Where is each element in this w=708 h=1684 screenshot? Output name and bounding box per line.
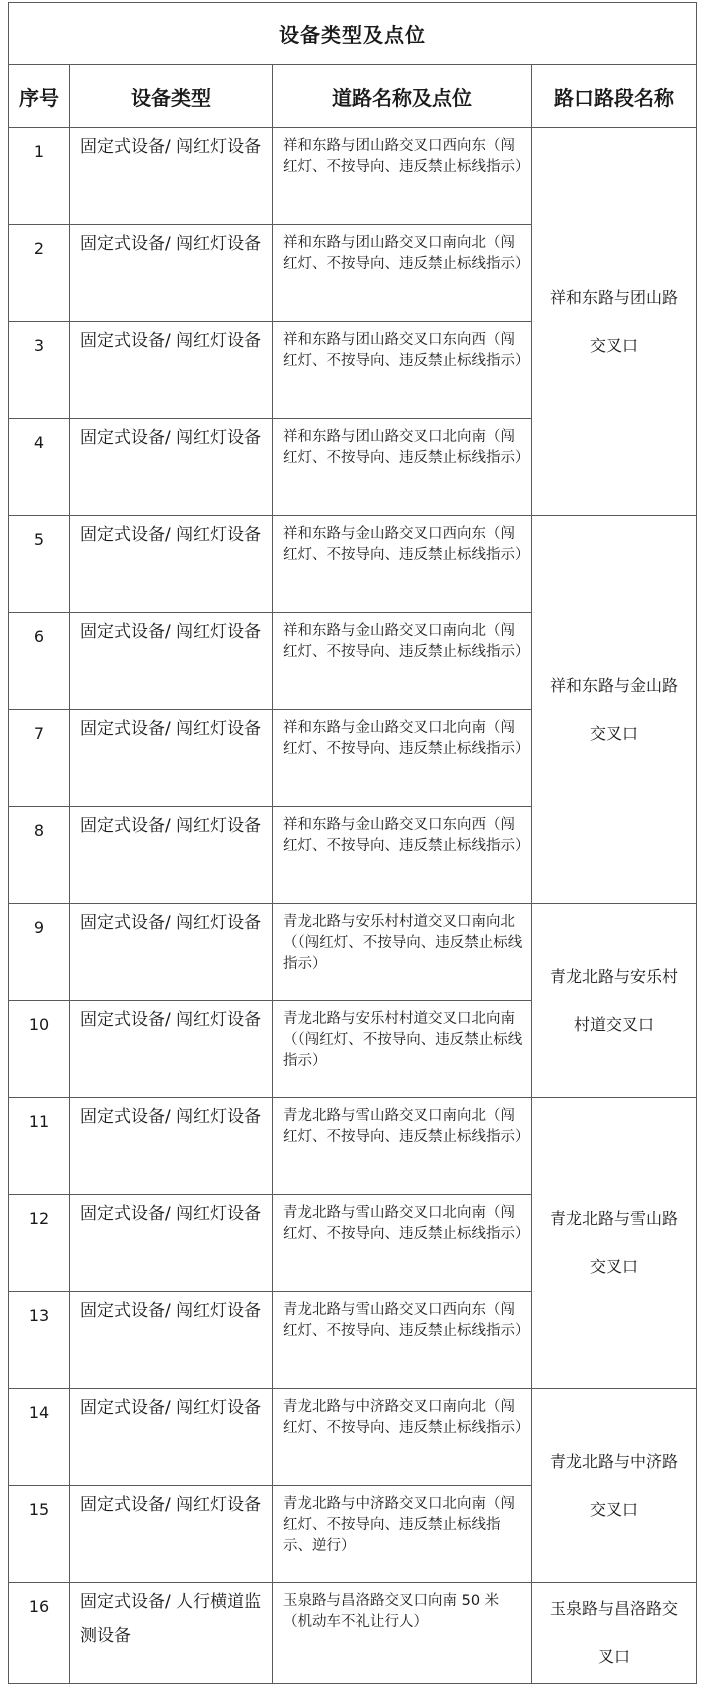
row-number: 1	[9, 128, 70, 225]
intersection-name-line: 青龙北路与中济路	[549, 1451, 678, 1471]
row-number: 15	[9, 1486, 70, 1583]
device-type-cell: 固定式设备/ 闯红灯设备	[70, 516, 273, 613]
road-location-cell: 玉泉路与昌洛路交叉口向南 50 米（机动车不礼让行人）	[273, 1583, 532, 1684]
intersection-name-line: 青龙北路与雪山路	[549, 1209, 678, 1228]
device-type-cell: 固定式设备/ 人行横道监测设备	[70, 1583, 273, 1684]
table-body	[9, 128, 697, 1684]
road-location-cell: 青龙北路与中济路交叉口北向南（闯红灯、不按导向、违反禁止标线指示、逆行）	[273, 1486, 532, 1583]
device-type-cell: 固定式设备/ 闯红灯设备	[70, 613, 273, 710]
device-table	[8, 2, 697, 1684]
row-number: 14	[9, 1389, 70, 1486]
device-type-cell: 固定式设备/ 闯红灯设备	[70, 1486, 273, 1583]
header-row	[9, 65, 697, 128]
row-number: 10	[9, 1001, 70, 1098]
device-type-cell: 固定式设备/ 闯红灯设备	[70, 1195, 273, 1292]
road-location-cell: 祥和东路与团山路交叉口东向西（闯红灯、不按导向、违反禁止标线指示）	[273, 322, 532, 419]
intersection-name-line: 交叉口	[589, 1499, 638, 1519]
row-number: 8	[9, 807, 70, 904]
table-row	[9, 516, 697, 613]
road-location-cell: 祥和东路与团山路交叉口北向南（闯红灯、不按导向、违反禁止标线指示）	[273, 419, 532, 516]
row-number: 13	[9, 1292, 70, 1389]
row-number: 9	[9, 904, 70, 1001]
road-location-cell: 祥和东路与团山路交叉口南向北（闯红灯、不按导向、违反禁止标线指示）	[273, 225, 532, 322]
header-road-location: 道路名称及点位	[273, 65, 532, 128]
row-number: 12	[9, 1195, 70, 1292]
road-location-cell: 青龙北路与安乐村村道交叉口北向南（（闯红灯、不按导向、违反禁止标线指示）	[273, 1001, 532, 1098]
device-type-cell: 固定式设备/ 闯红灯设备	[70, 225, 273, 322]
intersection-name-cell	[532, 904, 697, 1098]
row-number: 4	[9, 419, 70, 516]
road-location-cell: 祥和东路与金山路交叉口东向西（闯红灯、不按导向、违反禁止标线指示）	[273, 807, 532, 904]
intersection-name-cell	[532, 1389, 697, 1583]
title-row	[9, 3, 697, 65]
row-number: 2	[9, 225, 70, 322]
intersection-name-line: 祥和东路与金山路	[549, 675, 678, 695]
intersection-name-cell	[532, 1098, 697, 1389]
intersection-name-cell	[532, 1583, 697, 1684]
header-no: 序号	[9, 65, 70, 128]
device-type-cell: 固定式设备/ 闯红灯设备	[70, 419, 273, 516]
header-device-type: 设备类型	[70, 65, 273, 128]
device-type-cell: 固定式设备/ 闯红灯设备	[70, 322, 273, 419]
table-title: 设备类型及点位	[9, 3, 697, 65]
header-intersection-name: 路口路段名称	[532, 65, 697, 128]
intersection-name-line: 叉口	[597, 1647, 630, 1666]
device-type-cell: 固定式设备/ 闯红灯设备	[70, 1098, 273, 1195]
table-row	[9, 1583, 697, 1684]
device-type-cell: 固定式设备/ 闯红灯设备	[70, 1292, 273, 1389]
intersection-name-line: 村道交叉口	[573, 1014, 654, 1034]
device-type-cell: 固定式设备/ 闯红灯设备	[70, 1389, 273, 1486]
road-location-cell: 祥和东路与金山路交叉口西向东（闯红灯、不按导向、违反禁止标线指示）	[273, 516, 532, 613]
row-number: 3	[9, 322, 70, 419]
row-number: 7	[9, 710, 70, 807]
intersection-name-line: 青龙北路与安乐村	[549, 966, 678, 986]
row-number: 16	[9, 1583, 70, 1684]
intersection-name-line: 交叉口	[589, 335, 638, 355]
device-type-cell: 固定式设备/ 闯红灯设备	[70, 807, 273, 904]
intersection-name-line: 交叉口	[589, 1257, 638, 1276]
road-location-cell: 青龙北路与雪山路交叉口西向东（闯红灯、不按导向、违反禁止标线指示）	[273, 1292, 532, 1389]
road-location-cell: 青龙北路与雪山路交叉口北向南（闯红灯、不按导向、违反禁止标线指示）	[273, 1195, 532, 1292]
intersection-name-line: 玉泉路与昌洛路交	[549, 1599, 678, 1618]
row-number: 11	[9, 1098, 70, 1195]
road-location-cell: 祥和东路与金山路交叉口南向北（闯红灯、不按导向、违反禁止标线指示）	[273, 613, 532, 710]
road-location-cell: 祥和东路与金山路交叉口北向南（闯红灯、不按导向、违反禁止标线指示）	[273, 710, 532, 807]
intersection-name-line: 交叉口	[589, 723, 638, 743]
device-type-cell: 固定式设备/ 闯红灯设备	[70, 904, 273, 1001]
table-row	[9, 904, 697, 1001]
road-location-cell: 祥和东路与团山路交叉口西向东（闯红灯、不按导向、违反禁止标线指示）	[273, 128, 532, 225]
device-type-cell: 固定式设备/ 闯红灯设备	[70, 710, 273, 807]
road-location-cell: 青龙北路与雪山路交叉口南向北（闯红灯、不按导向、违反禁止标线指示）	[273, 1098, 532, 1195]
row-number: 5	[9, 516, 70, 613]
device-type-cell: 固定式设备/ 闯红灯设备	[70, 1001, 273, 1098]
table-row	[9, 1389, 697, 1486]
road-location-cell: 青龙北路与中济路交叉口南向北（闯红灯、不按导向、违反禁止标线指示）	[273, 1389, 532, 1486]
intersection-name-cell	[532, 516, 697, 904]
document-sheet	[8, 2, 696, 1684]
intersection-name-cell	[532, 128, 697, 516]
table-row	[9, 128, 697, 225]
road-location-cell: 青龙北路与安乐村村道交叉口南向北（（闯红灯、不按导向、违反禁止标线指示）	[273, 904, 532, 1001]
intersection-name-line: 祥和东路与团山路	[549, 287, 678, 307]
table-row	[9, 1098, 697, 1195]
device-type-cell: 固定式设备/ 闯红灯设备	[70, 128, 273, 225]
row-number: 6	[9, 613, 70, 710]
